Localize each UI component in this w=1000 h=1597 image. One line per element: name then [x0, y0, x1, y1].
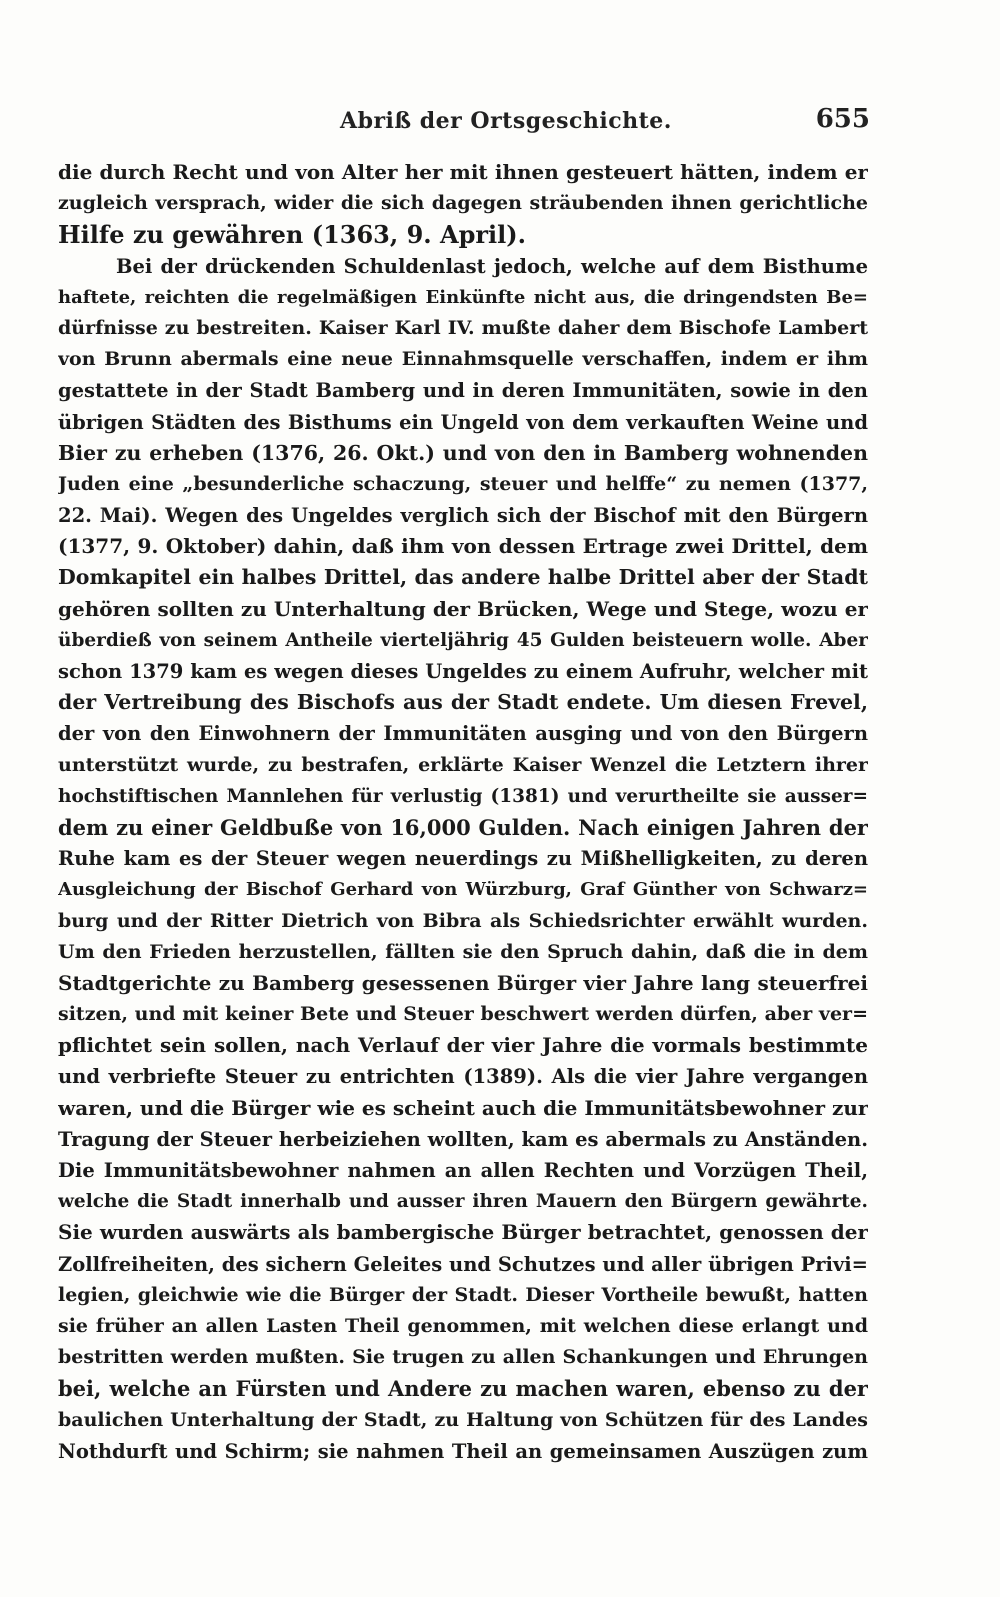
text-line: Ausgleichung der Bischof Gerhard von Würzburg, Graf Günther von Schwarz=: [58, 879, 868, 901]
running-head: [0, 104, 1000, 144]
text-line: unterstützt wurde, zu bestrafen, erklärte Kaiser Wenzel die Letztern ihrer: [58, 753, 868, 776]
text-line: überdieß von seinem Antheile vierteljährig 45 Gulden beisteuern wolle. Aber: [58, 629, 868, 651]
text-line: Sie wurden auswärts als bambergische Bürger betrachtet, genossen der: [58, 1220, 868, 1245]
running-title: Abriß der Ortsgeschichte.: [340, 108, 672, 134]
text-line: sitzen, und mit keiner Bete und Steuer beschwert werden dürfen, aber ver=: [58, 1003, 868, 1026]
text-line: baulichen Unterhaltung der Stadt, zu Haltung von Schützen für des Landes: [58, 1408, 868, 1431]
text-line: schon 1379 kam es wegen dieses Ungeldes zu einem Aufruhr, welcher mit: [58, 660, 868, 683]
text-line: Domkapitel ein halbes Drittel, das andere halbe Drittel aber der Stadt: [58, 565, 868, 590]
text-line: der Vertreibung des Bischofs aus der Stadt endete. Um diesen Frevel,: [58, 690, 868, 715]
text-line: hochstiftischen Mannlehen für verlustig (1381) und verurtheilte sie ausser=: [58, 785, 868, 807]
text-line: Bei der drückenden Schuldenlast jedoch, welche auf dem Bisthume: [116, 254, 868, 278]
text-line: legien, gleichwie wie die Bürger der Stadt. Dieser Vortheile bewußt, hatten: [58, 1283, 868, 1306]
text-line: welche die Stadt innerhalb und ausser ihren Mauern den Bürgern gewährte.: [58, 1191, 868, 1213]
text-line: Zollfreiheiten, des sichern Geleites und Schutzes und aller übrigen Privi=: [58, 1252, 868, 1276]
body-text: [58, 157, 868, 1467]
text-line: Die Immunitätsbewohner nahmen an allen Rechten und Vorzügen Theil,: [58, 1159, 868, 1182]
text-line: (1377, 9. Oktober) dahin, daß ihm von dessen Ertrage zwei Drittel, dem: [58, 534, 868, 559]
text-line: Hilfe zu gewähren (1363, 9. April).: [58, 220, 526, 250]
text-line: bestritten werden mußten. Sie trugen zu allen Schankungen und Ehrungen: [58, 1346, 868, 1369]
text-line: die durch Recht und von Alter her mit ihnen gesteuert hätten, indem er: [58, 160, 868, 184]
text-line: burg und der Ritter Dietrich von Bibra als Schiedsrichter erwählt wurden.: [58, 909, 868, 932]
text-line: und verbriefte Steuer zu entrichten (1389). Als die vier Jahre vergangen: [58, 1065, 868, 1089]
text-line: Juden eine „besunderliche schaczung, steuer und helffe“ zu nemen (1377,: [58, 472, 868, 495]
text-line: übrigen Städten des Bisthums ein Ungeld von dem verkauften Weine und: [58, 410, 868, 434]
text-line: Bier zu erheben (1376, 26. Okt.) und von den in Bamberg wohnenden: [58, 440, 868, 465]
text-line: bei, welche an Fürsten und Andere zu machen waren, ebenso zu der: [58, 1376, 868, 1402]
text-line: Stadtgerichte zu Bamberg gesessenen Bürger vier Jahre lang steuerfrei: [58, 970, 868, 995]
text-line: Nothdurft und Schirm; sie nahmen Theil an gemeinsamen Auszügen zum: [58, 1439, 868, 1463]
text-line: von Brunn abermals eine neue Einnahmsquelle verschaffen, indem er ihm: [58, 348, 868, 371]
text-line: dürfnisse zu bestreiten. Kaiser Karl IV. mußte daher dem Bischofe Lambert: [58, 316, 868, 339]
text-line: dem zu einer Geldbuße von 16,000 Gulden. Nach einigen Jahren der: [58, 814, 868, 840]
text-line: der von den Einwohnern der Immunitäten ausging und von den Bürgern: [58, 722, 868, 746]
text-line: zugleich versprach, wider die sich dagegen sträubenden ihnen gerichtliche: [58, 192, 868, 215]
text-line: Tragung der Steuer herbeiziehen wollten, kam es abermals zu Anständen.: [58, 1127, 868, 1151]
text-line: gestattete in der Stadt Bamberg und in deren Immunitäten, sowie in den: [58, 379, 868, 403]
text-line: Um den Frieden herzustellen, fällten sie den Spruch dahin, daß die in dem: [58, 940, 868, 963]
text-line: sie früher an allen Lasten Theil genommen, mit welchen diese erlangt und: [58, 1314, 868, 1337]
text-line: waren, und die Bürger wie es scheint auch die Immunitätsbewohner zur: [58, 1095, 868, 1120]
page-number: 655: [815, 104, 870, 134]
text-line: Ruhe kam es der Steuer wegen neuerdings zu Mißhelligkeiten, zu deren: [58, 847, 868, 871]
text-line: haftete, reichten die regelmäßigen Einkünfte nicht aus, die dringendsten Be=: [58, 286, 868, 308]
text-line: 22. Mai). Wegen des Ungeldes verglich sich der Bischof mit den Bürgern: [58, 504, 868, 528]
text-line: pflichtet sein sollen, nach Verlauf der vier Jahre die vormals bestimmte: [58, 1033, 868, 1058]
text-line: gehören sollten zu Unterhaltung der Brücken, Wege und Stege, wozu er: [58, 596, 868, 621]
